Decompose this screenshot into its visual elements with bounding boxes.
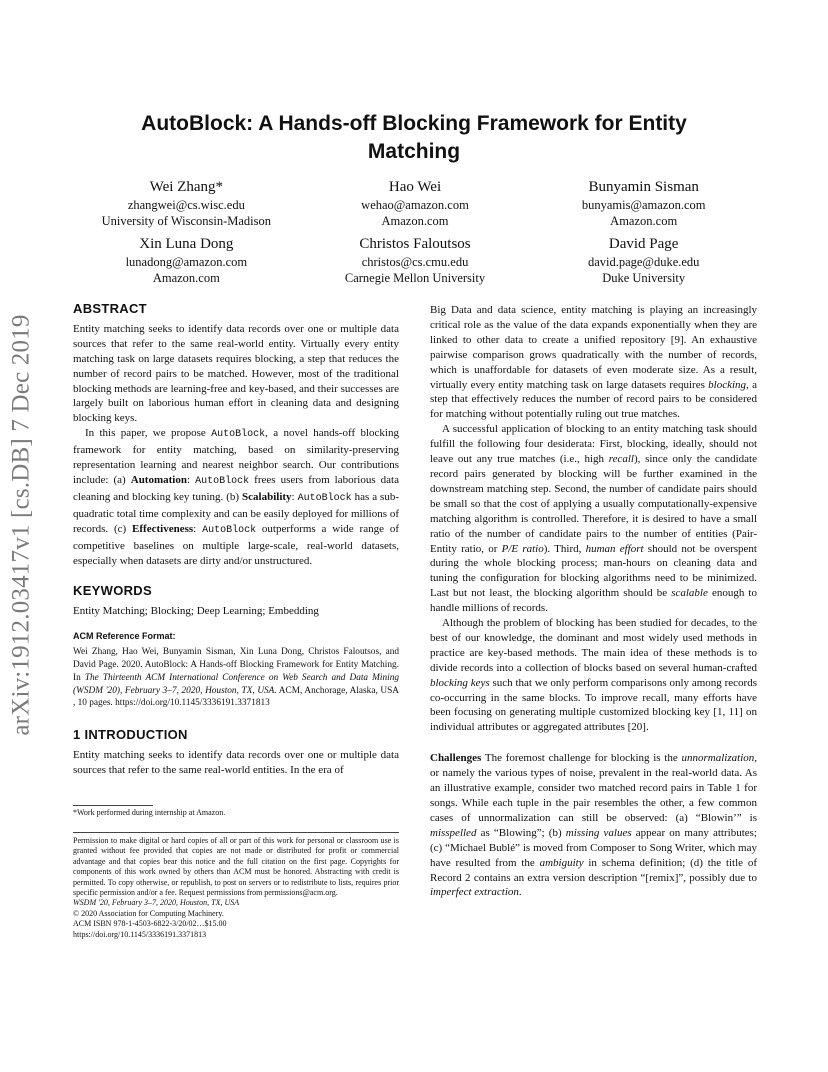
introduction-paragraph: Entity matching seeks to identify data records over one or multiple data sources that refer to the same real-world entities. In the era of	[73, 749, 399, 776]
left-column	[73, 302, 399, 778]
abstract-paragraph: In this paper, we propose AutoBlock, a novel hands-off blocking framework for entity matching, based on similarity-preserving representation learning and nearest neighbor search. Our contributions include: (a) Automation: AutoBlock frees users from laborious data cleaning and blocking key tuning. (b) Scalability: AutoBlock has a sub-quadratic total time complexity and can be easily deployed for millions of records. (c) Effectiveness: AutoBlock outperforms a wide range of competitive baselines on multiple large-scale, real-world datasets, especially when datasets are dirty and/or unstructured.	[73, 427, 399, 567]
author-affiliation: Carnegie Mellon University	[344, 271, 486, 285]
author	[72, 235, 301, 286]
permission-rule	[73, 832, 399, 833]
abstract-paragraph: Entity matching seeks to identify data records over one or multiple data sources that refer to the same real-world entity. Virtually every entity matching task on large datasets requires blocking, a step that reduces the number of record pairs to be matched. However, most of the traditional blocking methods are learning-free and key-based, and their successes are largely built on laborious human effort in cleaning data and designing blocking keys.	[73, 322, 399, 425]
keywords-text: Entity Matching; Blocking; Deep Learning; Embedding	[73, 605, 319, 618]
author-name: Hao Wei	[388, 179, 442, 195]
body-paragraph: A successful application of blocking to an entity matching task should fulfill the following four desiderata: First, blocking, ideally, should not leave out any true matches (i.e., high recall), since only the candidate record pairs generated by blocking will be further examined in the downstream matching step. Second, the number of candidate pairs should be small so that the cost of applying a usually computationally-expensive matching algorithm is controlled. Therefore, it is desired to have a small ratio of the number of candidate pairs to the number of entities (Pair-Entity ratio, or P/E ratio). Third, human effort should not be overspent during the whole blocking process; man-hours on cleaning data and tuning the configuration for blocking algorithms need to be minimized. Last but not least, the blocking algorithm should be scalable enough to handle millions of records.	[430, 423, 757, 615]
abstract-heading: ABSTRACT	[73, 301, 147, 316]
author-name: Wei Zhang*	[149, 179, 224, 195]
author-name: Xin Luna Dong	[139, 236, 234, 252]
author-name: Bunyamin Sisman	[588, 179, 699, 195]
author-email: lunadong@amazon.com	[125, 255, 248, 269]
author-row	[72, 235, 758, 286]
footnote-rule	[73, 805, 153, 806]
keywords-heading: KEYWORDS	[73, 583, 152, 599]
author	[301, 235, 530, 286]
conference-line: WSDM '20, February 3–7, 2020, Houston, TX, USA	[73, 898, 240, 908]
permission-text: Permission to make digital or hard copies of all or part of this work for personal or classroom use is granted without fee provided that copies are not made or distributed for profit or commercial advantage and that copies bear this notice and the full citation on the first page. Copyrights for components of this work owned by others than ACM must be honored. Abstracting with credit is permitted. To copy otherwise, or republish, to post on servers or to redistribute to lists, requires prior specific permission and/or a fee. Request permissions from permissions@acm.org.	[73, 836, 399, 898]
author	[529, 235, 758, 286]
author-block	[72, 178, 758, 292]
isbn-line: ACM ISBN 978-1-4503-6822-3/20/02…$15.00	[73, 919, 227, 929]
author-email: david.page@duke.edu	[587, 255, 700, 269]
author-email: christos@cs.cmu.edu	[361, 255, 469, 269]
permission-block	[73, 836, 399, 940]
copyright-line: © 2020 Association for Computing Machinery.	[73, 908, 224, 918]
author-affiliation: University of Wisconsin-Madison	[101, 214, 272, 228]
author-affiliation: Duke University	[602, 271, 686, 285]
author	[301, 178, 530, 229]
author-email: zhangwei@cs.wisc.edu	[127, 198, 245, 212]
author-affiliation: Amazon.com	[152, 271, 220, 285]
arxiv-watermark: arXiv:1912.03417v1 [cs.DB] 7 Dec 2019	[8, 314, 35, 736]
introduction-heading: 1 INTRODUCTION	[73, 727, 188, 743]
author-name: Christos Faloutsos	[359, 236, 471, 252]
body-paragraph: Big Data and data science, entity matching is playing an increasingly critical role as the value of the data expands exponentially when they are linked to other data to create a unified repository [9]. An exhaustive pairwise comparison grows quadratically with the number of records, which is unaffordable for datasets of even moderate size. As a result, virtually every entity matching task on large datasets requires blocking, a step that effectively reduces the number of record pairs to be considered for matching without potentially ruling out true matches.	[430, 304, 757, 421]
acm-reference-text: Wei Zhang, Hao Wei, Bunyamin Sisman, Xin Luna Dong, Christos Faloutsos, and David Page. 2020. AutoBlock: A Hands-off Blocking Framework for Entity Matching. In The Thirteenth ACM International Conference on Web Search and Data Mining (WSDM '20), February 3–7, 2020, Houston, TX, USA. ACM, Anchorage, Alaska, USA , 10 pages. https://doi.org/10.1145/3336191.3371813	[73, 647, 399, 709]
author	[72, 178, 301, 229]
author-row	[72, 178, 758, 229]
acm-reference-heading: ACM Reference Format:	[73, 631, 176, 642]
author-affiliation: Amazon.com	[381, 214, 449, 228]
footnote: *Work performed during internship at Amazon.	[73, 808, 226, 817]
author-email: wehao@amazon.com	[361, 198, 469, 212]
right-column	[430, 303, 757, 900]
author	[529, 178, 758, 229]
author-email: bunyamis@amazon.com	[581, 198, 706, 212]
author-name: David Page	[608, 236, 679, 252]
author-affiliation: Amazon.com	[610, 214, 678, 228]
paper-title: AutoBlock: A Hands-off Blocking Framework for Entity Matching	[141, 112, 687, 163]
challenges-paragraph: Challenges The foremost challenge for blocking is the unnormalization, or namely the various types of noise, prevalent in the real-world data. As an illustrative example, consider two matched record pairs in Table 1 for songs. While each tuple in the pair resembles the other, a few common cases of unnormalization can still be observed: (a) “Blowin’” is misspelled as “Blowing”; (b) missing values appear on many attributes; (c) “Michael Bublé” is moved from Composer to Song Writer, which may have resulted from the ambiguity in schema definition; (d) the title of Record 2 contains an extra version description “[remix]”, possibly due to imperfect extraction.	[430, 752, 758, 899]
doi-line: https://doi.org/10.1145/3336191.3371813	[73, 929, 207, 939]
body-paragraph: Although the problem of blocking has been studied for decades, to the best of our knowledge, the dominant and most widely used methods in practice are key-based methods. The main idea of these methods is to divide records into a collection of blocks based on several human-crafted blocking keys such that we only perform comparisons only among records co-occurring in the same blocks. To improve recall, many efforts have been focusing on generating multiple customized blocking key [1, 11] on individual attributes or aggregated attributes [20].	[430, 617, 758, 734]
